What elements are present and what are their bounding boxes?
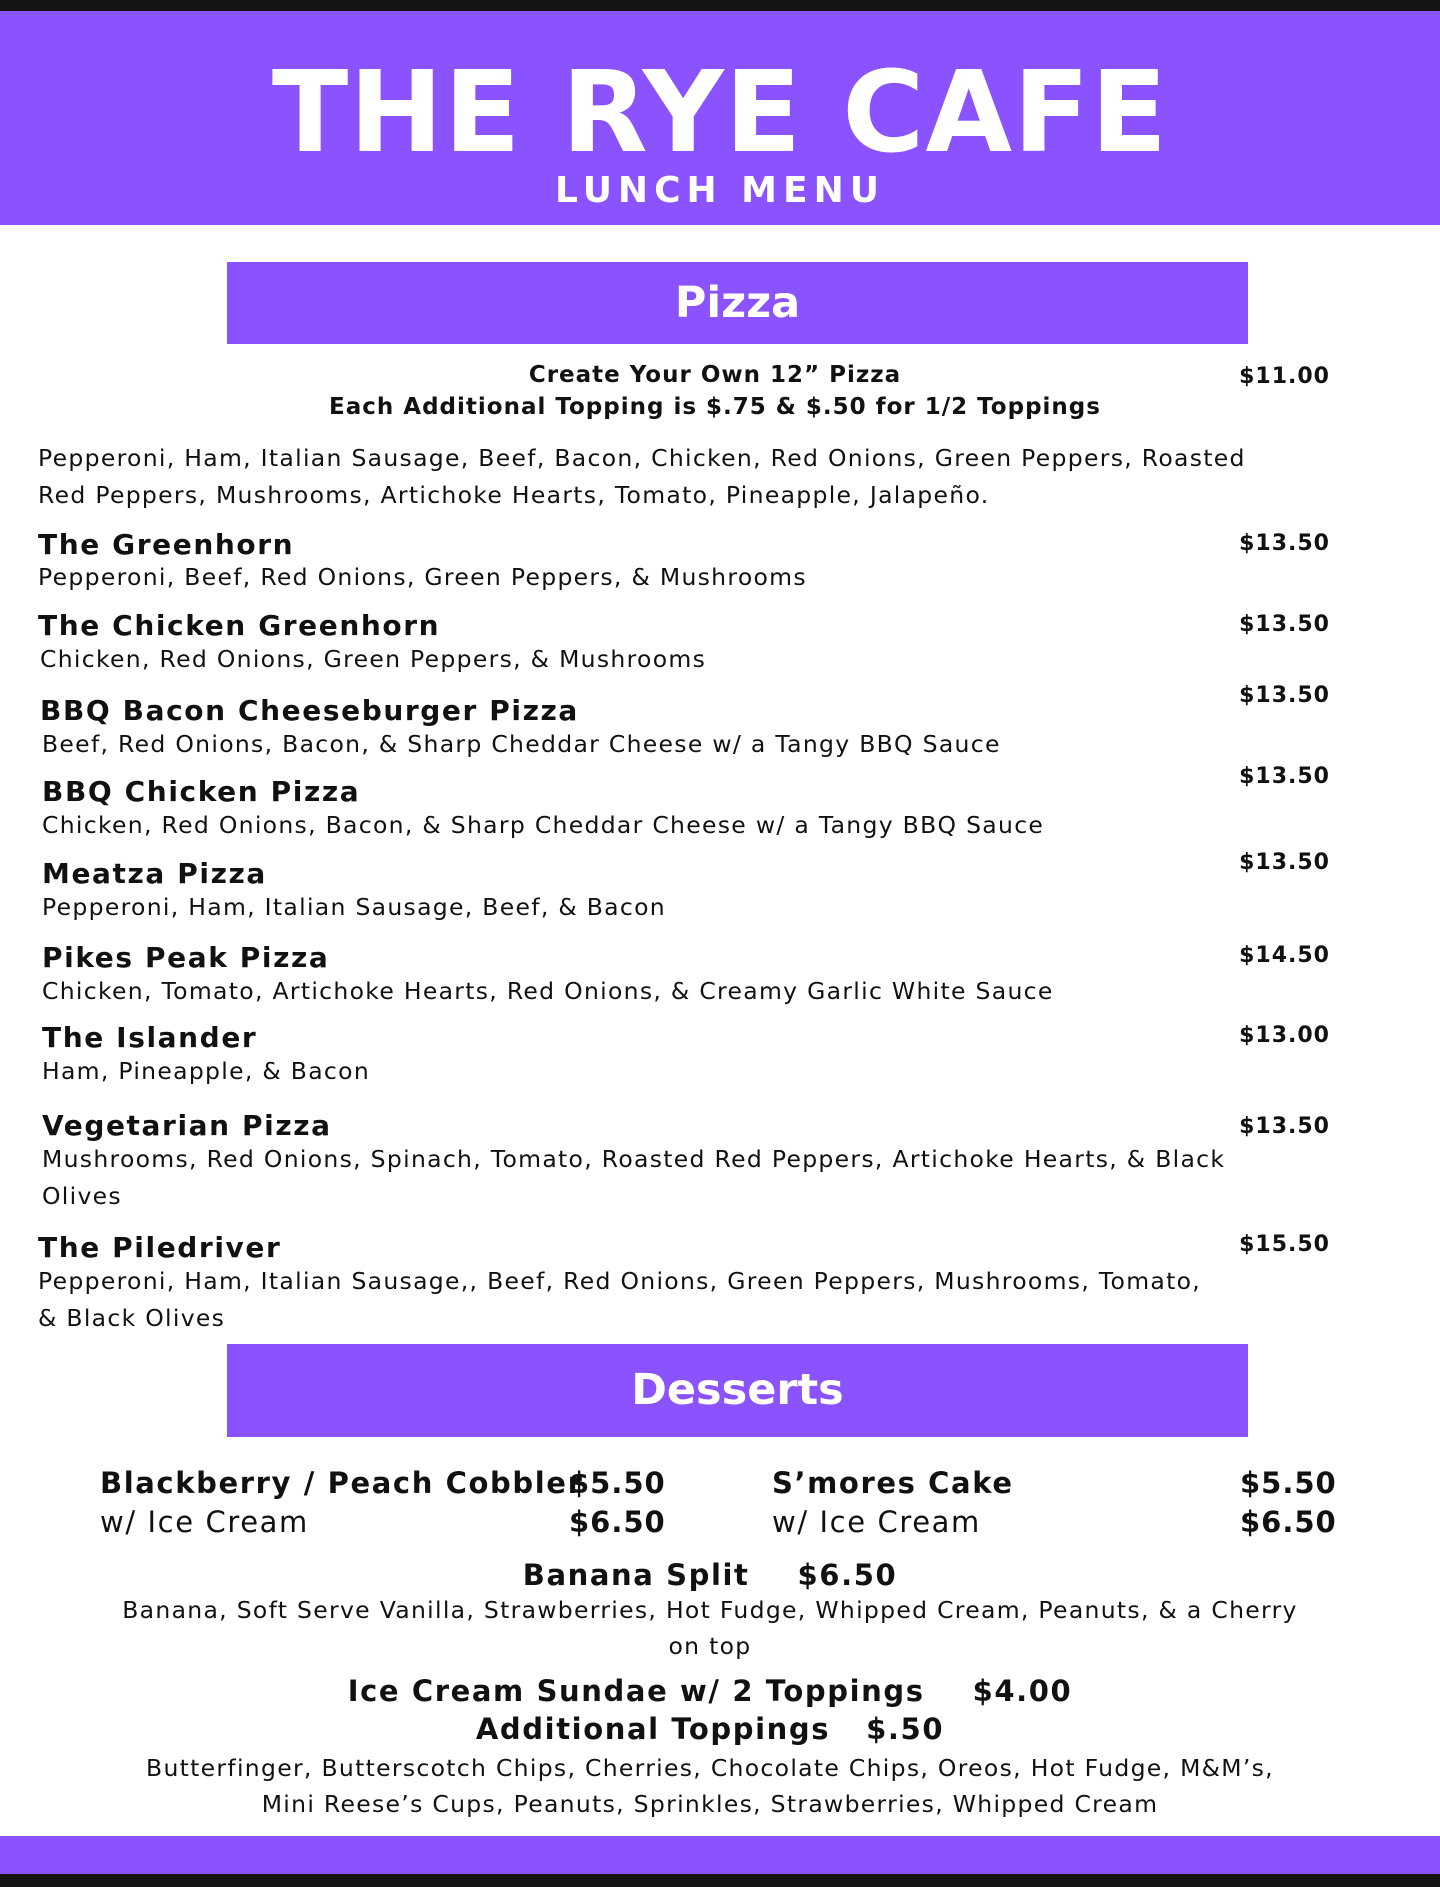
banana-split-price: $6.50: [797, 1558, 898, 1592]
additional-topping-note: Each Additional Topping is $.75 & $.50 for 1/2 Toppings: [329, 394, 1101, 420]
pizza-item-name: The Piledriver: [38, 1231, 282, 1264]
dessert-cobbler-option: w/ Ice Cream: [100, 1505, 309, 1539]
pizza-item-name: The Islander: [42, 1021, 258, 1054]
banana-split: [120, 1558, 1300, 1664]
additional-toppings-price: $.50: [866, 1712, 945, 1746]
pizza-item-description: Pepperoni, Beef, Red Onions, Green Peppers, & Mushrooms: [38, 563, 807, 591]
menu-header: [0, 11, 1440, 225]
pizza-item-name: BBQ Chicken Pizza: [42, 775, 361, 808]
desserts-section-heading: Desserts: [227, 1344, 1248, 1437]
pizza-item-description: Chicken, Red Onions, Green Peppers, & Mushrooms: [40, 645, 707, 673]
dessert-smores-name: S’mores Cake: [772, 1466, 1014, 1500]
banana-split-title: [120, 1558, 1300, 1592]
footer-band: [0, 1836, 1440, 1874]
pizza-item-price: $13.50: [1239, 1114, 1330, 1139]
pizza-item-name: Pikes Peak Pizza: [42, 941, 330, 974]
pizza-item-description: Ham, Pineapple, & Bacon: [42, 1057, 371, 1085]
pizza-item-description: Mushrooms, Red Onions, Spinach, Tomato, Roasted Red Peppers, Artichoke Hearts, & Black Olives: [42, 1145, 1226, 1210]
pizza-item-price: $13.00: [1239, 1023, 1330, 1048]
banana-split-name: Banana Split: [522, 1558, 750, 1592]
pizza-item-name: The Greenhorn: [38, 528, 295, 561]
sundae-title: [120, 1674, 1300, 1708]
pizza-item-price: $15.50: [1239, 1232, 1330, 1257]
dessert-smores-price: $5.50: [1240, 1466, 1337, 1500]
additional-toppings-title: [120, 1712, 1300, 1746]
pizza-item-description: Chicken, Red Onions, Bacon, & Sharp Cheddar Cheese w/ a Tangy BBQ Sauce: [42, 811, 1045, 839]
pizza-item-description: Beef, Red Onions, Bacon, & Sharp Cheddar Cheese w/ a Tangy BBQ Sauce: [42, 730, 1001, 758]
pizza-item-price: $13.50: [1239, 683, 1330, 708]
pizza-item-name: The Chicken Greenhorn: [38, 609, 441, 642]
dessert-smores-option: w/ Ice Cream: [772, 1505, 981, 1539]
banana-split-description: Banana, Soft Serve Vanilla, Strawberries, Hot Fudge, Whipped Cream, Peanuts, & a Cherry on top: [122, 1596, 1298, 1660]
pizza-item-description: Pepperoni, Ham, Italian Sausage, Beef, & Bacon: [42, 893, 666, 921]
bottom-edge: [0, 1874, 1440, 1887]
pizza-item-description: Chicken, Tomato, Artichoke Hearts, Red Onions, & Creamy Garlic White Sauce: [42, 977, 1054, 1005]
sundae-name: Ice Cream Sundae w/ 2 Toppings: [347, 1674, 925, 1708]
additional-toppings-name: Additional Toppings: [475, 1712, 831, 1746]
pizza-item-price: $14.50: [1239, 943, 1330, 968]
menu-subtitle: LUNCH MENU: [555, 170, 885, 211]
pizza-item-name: Vegetarian Pizza: [42, 1109, 332, 1142]
dessert-cobbler-name: Blackberry / Peach Cobbler: [100, 1466, 584, 1500]
sundae-price: $4.00: [972, 1674, 1073, 1708]
create-own-pizza-price: $11.00: [1239, 364, 1330, 389]
dessert-cobbler-option-price: $6.50: [569, 1505, 666, 1539]
pizza-item-name: BBQ Bacon Cheeseburger Pizza: [40, 694, 579, 727]
pizza-item-price: $13.50: [1239, 850, 1330, 875]
topping-list: Pepperoni, Ham, Italian Sausage, Beef, Bacon, Chicken, Red Onions, Green Peppers, Roasted Red Peppers, Mushrooms, Artichoke Hearts, Tomato, Pineapple, Jalapeño.: [38, 444, 1246, 509]
pizza-item-description: Pepperoni, Ham, Italian Sausage,, Beef, Red Onions, Green Peppers, Mushrooms, Tomato, & Black Olives: [38, 1267, 1202, 1332]
top-edge: [0, 0, 1440, 11]
cafe-title: THE RYE CAFE: [271, 48, 1169, 178]
dessert-smores-option-price: $6.50: [1240, 1505, 1337, 1539]
pizza-item-name: Meatza Pizza: [42, 857, 267, 890]
ice-cream-sundae: [120, 1674, 1300, 1822]
pizza-item-price: $13.50: [1239, 612, 1330, 637]
dessert-cobbler-price: $5.50: [569, 1466, 666, 1500]
create-own-pizza-title: Create Your Own 12” Pizza: [528, 362, 902, 388]
pizza-item-price: $13.50: [1239, 531, 1330, 556]
pizza-item-price: $13.50: [1239, 764, 1330, 789]
pizza-section-heading: Pizza: [227, 262, 1248, 344]
sundae-toppings-description: Butterfinger, Butterscotch Chips, Cherries, Chocolate Chips, Oreos, Hot Fudge, M&M’s, Mini Reese’s Cups, Peanuts, Sprinkles, Strawberries, Whipped Cream: [146, 1754, 1274, 1818]
